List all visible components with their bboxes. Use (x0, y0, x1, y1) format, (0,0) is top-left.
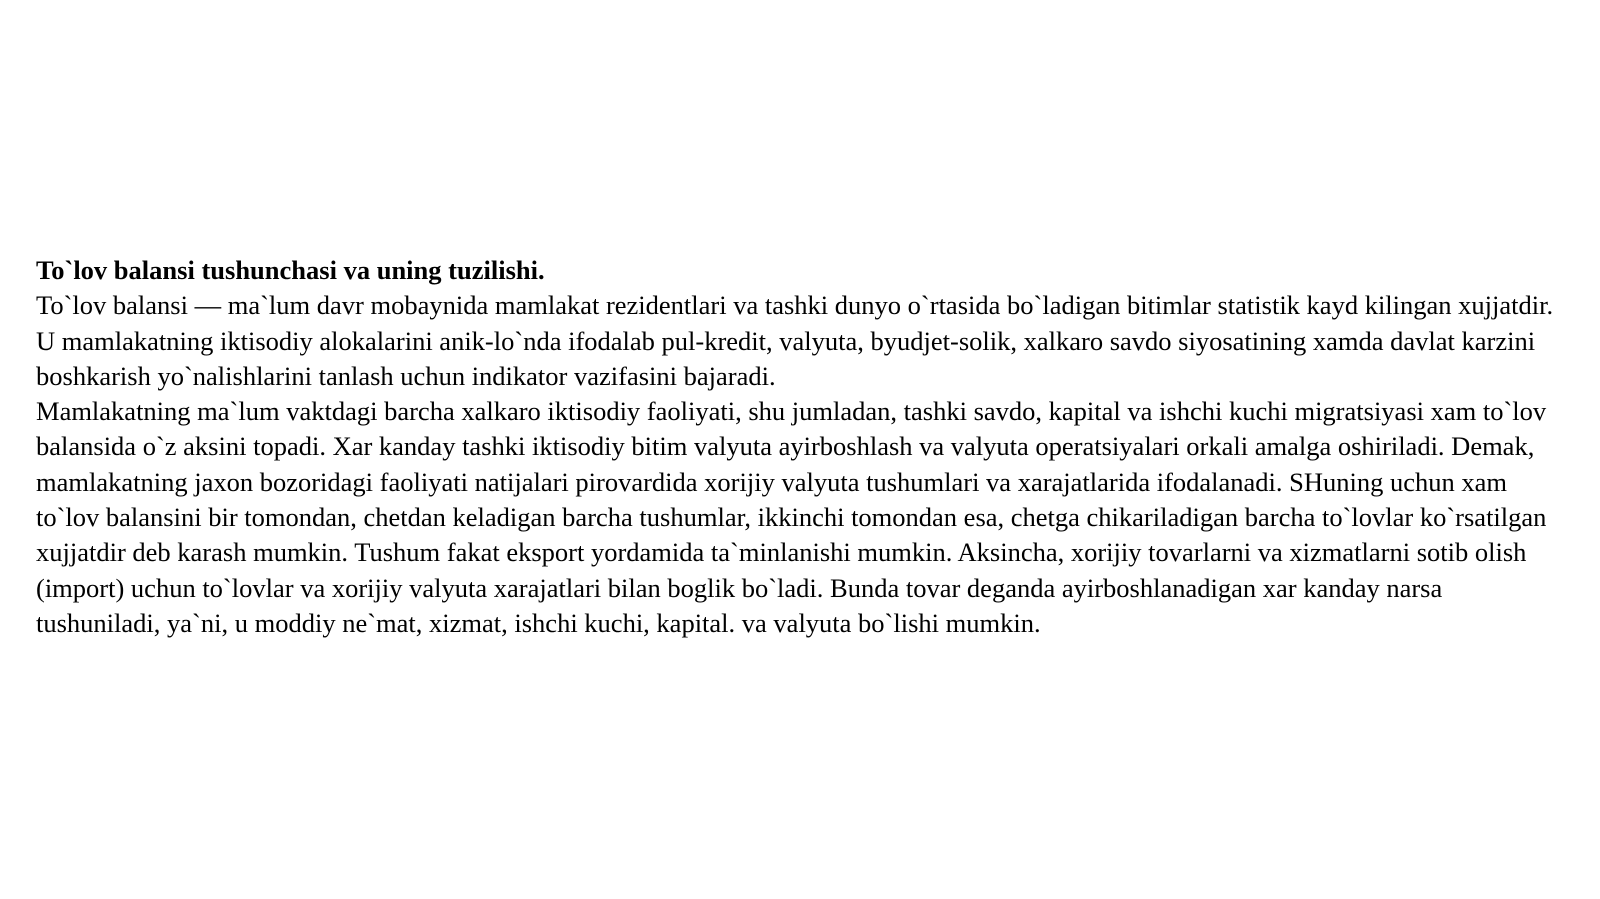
text-block (36, 253, 1564, 641)
paragraph-activity: Mamlakatning ma`lum vaktdagi barcha xalkaro iktisodiy faoliyati, shu jumladan, tashki savdo, kapital va ishchi kuchi migratsiyasi xam to`lov balansida o`z aksini topadi. Xar kanday tashki iktisodiy bitim valyuta ayirboshlash va valyuta operatsiyalari orkali amalga oshiriladi. Demak, mamlakatning jaxon bozoridagi faoliyati natijalari pirovardida xorijiy valyuta tushumlari va xarajatlarida ifodalanadi. SHuning uchun xam to`lov balansini bir tomondan, chetdan keladigan barcha tushumlar, ikkinchi tomondan esa, chetga chikariladigan barcha to`lovlar ko`rsatilgan xujjatdir deb karash mumkin. Tushum fakat eksport yordamida ta`minlanishi mumkin. Aksincha, xorijiy tovarlarni va xizmatlarni sotib olish (import) uchun to`lovlar va xorijiy valyuta xarajatlari bilan boglik bo`ladi. Bunda tovar deganda ayirboshlanadigan xar kanday narsa tushuniladi, ya`ni, u moddiy ne`mat, xizmat, ishchi kuchi, kapital. va valyuta bo`lishi mumkin. (36, 396, 1547, 638)
section-heading: To`lov balansi tushunchasi va uning tuzilishi. (36, 255, 545, 285)
paragraph-definition: To`lov balansi — ma`lum davr mobaynida mamlakat rezidentlari va tashki dunyo o`rtasida bo`ladigan bitimlar statistik kayd kilingan xujjatdir. U mamlakatning iktisodiy alokalarini anik-lo`nda ifodalab pul-kredit, valyuta, byudjet-solik, xalkaro savdo siyosatining xamda davlat karzini boshkarish yo`nalishlarini tanlash uchun indikator vazifasini bajaradi. (36, 290, 1554, 391)
